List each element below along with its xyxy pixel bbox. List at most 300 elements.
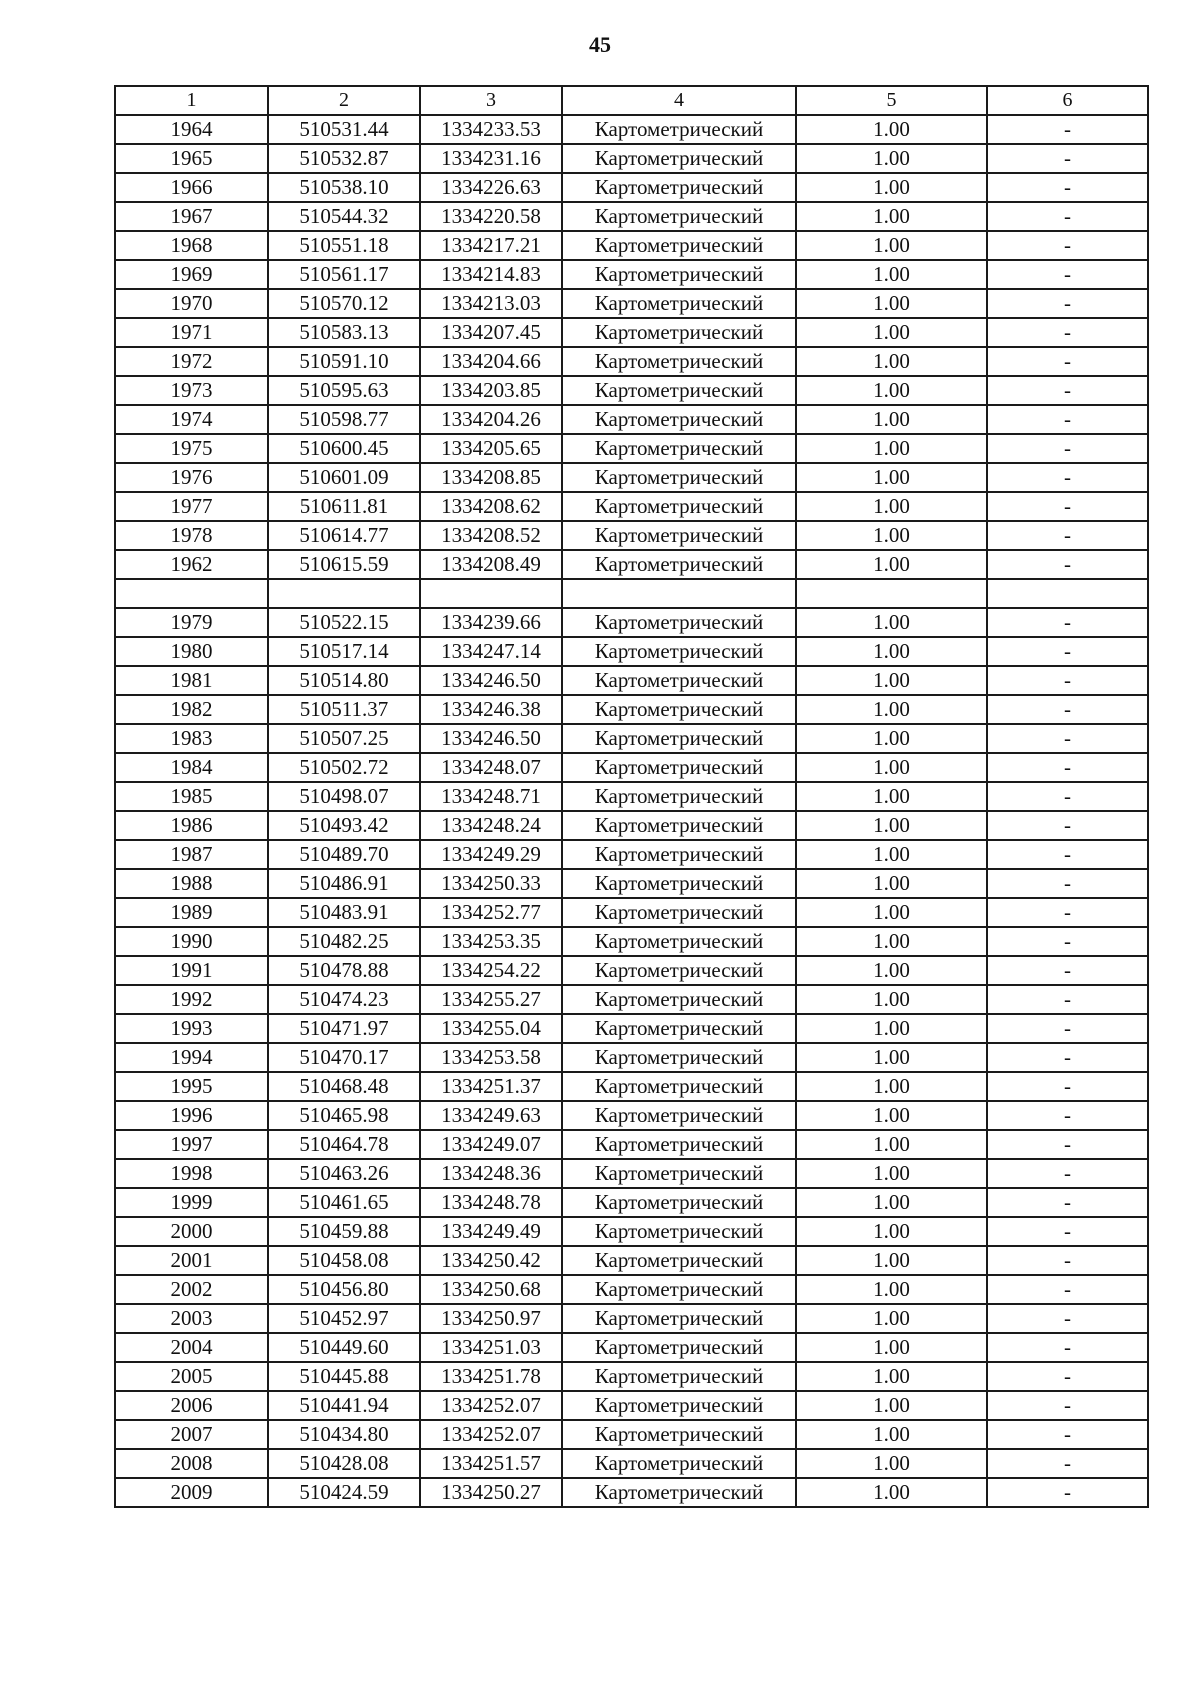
accuracy-cell: 1.00	[796, 434, 987, 463]
x-coordinate-cell: 510482.25	[268, 927, 420, 956]
point-number-cell: 2002	[115, 1275, 268, 1304]
note-cell: -	[987, 463, 1148, 492]
note-cell: -	[987, 927, 1148, 956]
accuracy-cell: 1.00	[796, 1333, 987, 1362]
point-number-cell: 2000	[115, 1217, 268, 1246]
note-cell: -	[987, 666, 1148, 695]
point-number-cell: 1982	[115, 695, 268, 724]
x-coordinate-cell: 510463.26	[268, 1159, 420, 1188]
note-cell: -	[987, 231, 1148, 260]
note-cell: -	[987, 434, 1148, 463]
table-row	[115, 1362, 1148, 1391]
y-coordinate-cell: 1334248.71	[420, 782, 562, 811]
accuracy-cell: 1.00	[796, 724, 987, 753]
table-row	[115, 1072, 1148, 1101]
note-cell: -	[987, 1391, 1148, 1420]
column-header: 6	[987, 86, 1148, 115]
method-cell: Картометрический	[562, 1101, 796, 1130]
accuracy-cell: 1.00	[796, 1362, 987, 1391]
note-cell: -	[987, 202, 1148, 231]
y-coordinate-cell: 1334250.42	[420, 1246, 562, 1275]
y-coordinate-cell: 1334208.85	[420, 463, 562, 492]
x-coordinate-cell: 510551.18	[268, 231, 420, 260]
point-number-cell: 1987	[115, 840, 268, 869]
point-number-cell: 1993	[115, 1014, 268, 1043]
point-number-cell: 2001	[115, 1246, 268, 1275]
table-row	[115, 1014, 1148, 1043]
y-coordinate-cell: 1334246.50	[420, 666, 562, 695]
note-cell: -	[987, 144, 1148, 173]
table-row	[115, 405, 1148, 434]
table-row	[115, 724, 1148, 753]
accuracy-cell: 1.00	[796, 1275, 987, 1304]
table-row	[115, 840, 1148, 869]
y-coordinate-cell: 1334250.33	[420, 869, 562, 898]
note-cell: -	[987, 1478, 1148, 1507]
point-number-cell: 2004	[115, 1333, 268, 1362]
table-row	[115, 579, 1148, 608]
table-row	[115, 666, 1148, 695]
table-row	[115, 144, 1148, 173]
point-number-cell: 1989	[115, 898, 268, 927]
note-cell: -	[987, 753, 1148, 782]
y-coordinate-cell: 1334251.37	[420, 1072, 562, 1101]
table-header-row	[115, 86, 1148, 115]
method-cell: Картометрический	[562, 289, 796, 318]
y-coordinate-cell: 1334220.58	[420, 202, 562, 231]
y-coordinate-cell: 1334204.66	[420, 347, 562, 376]
table-row	[115, 173, 1148, 202]
method-cell: Картометрический	[562, 115, 796, 144]
accuracy-cell: 1.00	[796, 608, 987, 637]
point-number-cell: 1962	[115, 550, 268, 579]
x-coordinate-cell: 510507.25	[268, 724, 420, 753]
accuracy-cell	[796, 579, 987, 608]
y-coordinate-cell: 1334207.45	[420, 318, 562, 347]
accuracy-cell: 1.00	[796, 405, 987, 434]
accuracy-cell: 1.00	[796, 666, 987, 695]
accuracy-cell: 1.00	[796, 927, 987, 956]
x-coordinate-cell: 510615.59	[268, 550, 420, 579]
method-cell: Картометрический	[562, 347, 796, 376]
method-cell: Картометрический	[562, 1014, 796, 1043]
x-coordinate-cell: 510424.59	[268, 1478, 420, 1507]
y-coordinate-cell: 1334233.53	[420, 115, 562, 144]
note-cell	[987, 579, 1148, 608]
y-coordinate-cell: 1334248.78	[420, 1188, 562, 1217]
column-header: 2	[268, 86, 420, 115]
table-row	[115, 985, 1148, 1014]
point-number-cell: 2006	[115, 1391, 268, 1420]
point-number-cell: 1981	[115, 666, 268, 695]
accuracy-cell: 1.00	[796, 347, 987, 376]
table-row	[115, 869, 1148, 898]
y-coordinate-cell: 1334250.97	[420, 1304, 562, 1333]
x-coordinate-cell: 510532.87	[268, 144, 420, 173]
x-coordinate-cell: 510458.08	[268, 1246, 420, 1275]
method-cell: Картометрический	[562, 173, 796, 202]
accuracy-cell: 1.00	[796, 1130, 987, 1159]
note-cell: -	[987, 869, 1148, 898]
y-coordinate-cell: 1334246.38	[420, 695, 562, 724]
note-cell: -	[987, 260, 1148, 289]
note-cell: -	[987, 1420, 1148, 1449]
accuracy-cell: 1.00	[796, 1101, 987, 1130]
table-row	[115, 695, 1148, 724]
point-number-cell: 1966	[115, 173, 268, 202]
note-cell: -	[987, 115, 1148, 144]
note-cell: -	[987, 1333, 1148, 1362]
method-cell: Картометрический	[562, 666, 796, 695]
table-row	[115, 550, 1148, 579]
table-row	[115, 115, 1148, 144]
x-coordinate-cell: 510441.94	[268, 1391, 420, 1420]
method-cell: Картометрический	[562, 840, 796, 869]
x-coordinate-cell: 510544.32	[268, 202, 420, 231]
point-number-cell: 1964	[115, 115, 268, 144]
note-cell: -	[987, 840, 1148, 869]
y-coordinate-cell: 1334203.85	[420, 376, 562, 405]
x-coordinate-cell: 510493.42	[268, 811, 420, 840]
accuracy-cell: 1.00	[796, 753, 987, 782]
x-coordinate-cell: 510465.98	[268, 1101, 420, 1130]
x-coordinate-cell: 510470.17	[268, 1043, 420, 1072]
y-coordinate-cell: 1334226.63	[420, 173, 562, 202]
x-coordinate-cell: 510611.81	[268, 492, 420, 521]
table-row	[115, 1188, 1148, 1217]
y-coordinate-cell: 1334205.65	[420, 434, 562, 463]
x-coordinate-cell: 510459.88	[268, 1217, 420, 1246]
note-cell: -	[987, 1188, 1148, 1217]
y-coordinate-cell: 1334254.22	[420, 956, 562, 985]
table-row	[115, 637, 1148, 666]
point-number-cell: 1991	[115, 956, 268, 985]
x-coordinate-cell	[268, 579, 420, 608]
x-coordinate-cell: 510591.10	[268, 347, 420, 376]
method-cell: Картометрический	[562, 869, 796, 898]
x-coordinate-cell: 510456.80	[268, 1275, 420, 1304]
y-coordinate-cell: 1334255.04	[420, 1014, 562, 1043]
x-coordinate-cell: 510478.88	[268, 956, 420, 985]
x-coordinate-cell: 510489.70	[268, 840, 420, 869]
point-number-cell: 1974	[115, 405, 268, 434]
note-cell: -	[987, 637, 1148, 666]
x-coordinate-cell: 510522.15	[268, 608, 420, 637]
method-cell: Картометрический	[562, 724, 796, 753]
note-cell: -	[987, 1101, 1148, 1130]
note-cell: -	[987, 405, 1148, 434]
accuracy-cell: 1.00	[796, 463, 987, 492]
point-number-cell: 1977	[115, 492, 268, 521]
accuracy-cell: 1.00	[796, 202, 987, 231]
accuracy-cell: 1.00	[796, 289, 987, 318]
point-number-cell: 1990	[115, 927, 268, 956]
y-coordinate-cell: 1334248.07	[420, 753, 562, 782]
table-row	[115, 1043, 1148, 1072]
accuracy-cell: 1.00	[796, 811, 987, 840]
x-coordinate-cell: 510486.91	[268, 869, 420, 898]
accuracy-cell: 1.00	[796, 318, 987, 347]
y-coordinate-cell: 1334249.07	[420, 1130, 562, 1159]
y-coordinate-cell	[420, 579, 562, 608]
y-coordinate-cell: 1334252.07	[420, 1420, 562, 1449]
note-cell: -	[987, 1362, 1148, 1391]
method-cell: Картометрический	[562, 1130, 796, 1159]
table-row	[115, 1391, 1148, 1420]
accuracy-cell: 1.00	[796, 115, 987, 144]
y-coordinate-cell: 1334251.57	[420, 1449, 562, 1478]
table-row	[115, 376, 1148, 405]
y-coordinate-cell: 1334250.27	[420, 1478, 562, 1507]
y-coordinate-cell: 1334208.62	[420, 492, 562, 521]
y-coordinate-cell: 1334255.27	[420, 985, 562, 1014]
table-row	[115, 289, 1148, 318]
accuracy-cell: 1.00	[796, 1217, 987, 1246]
y-coordinate-cell: 1334213.03	[420, 289, 562, 318]
y-coordinate-cell: 1334208.49	[420, 550, 562, 579]
point-number-cell: 1996	[115, 1101, 268, 1130]
y-coordinate-cell: 1334249.49	[420, 1217, 562, 1246]
method-cell: Картометрический	[562, 1072, 796, 1101]
note-cell: -	[987, 1043, 1148, 1072]
method-cell: Картометрический	[562, 550, 796, 579]
method-cell: Картометрический	[562, 695, 796, 724]
table-row	[115, 1217, 1148, 1246]
y-coordinate-cell: 1334247.14	[420, 637, 562, 666]
x-coordinate-cell: 510468.48	[268, 1072, 420, 1101]
y-coordinate-cell: 1334253.35	[420, 927, 562, 956]
point-number-cell	[115, 579, 268, 608]
method-cell: Картометрический	[562, 492, 796, 521]
table-row	[115, 521, 1148, 550]
accuracy-cell: 1.00	[796, 173, 987, 202]
x-coordinate-cell: 510595.63	[268, 376, 420, 405]
method-cell: Картометрический	[562, 318, 796, 347]
accuracy-cell: 1.00	[796, 1420, 987, 1449]
method-cell: Картометрический	[562, 1420, 796, 1449]
note-cell: -	[987, 1275, 1148, 1304]
method-cell: Картометрический	[562, 1362, 796, 1391]
note-cell: -	[987, 608, 1148, 637]
page-number: 45	[589, 32, 611, 57]
note-cell: -	[987, 1304, 1148, 1333]
y-coordinate-cell: 1334252.07	[420, 1391, 562, 1420]
table-row	[115, 1304, 1148, 1333]
point-number-cell: 1999	[115, 1188, 268, 1217]
method-cell: Картометрический	[562, 376, 796, 405]
point-number-cell: 1971	[115, 318, 268, 347]
table-row	[115, 1478, 1148, 1507]
note-cell: -	[987, 347, 1148, 376]
x-coordinate-cell: 510598.77	[268, 405, 420, 434]
x-coordinate-cell: 510511.37	[268, 695, 420, 724]
accuracy-cell: 1.00	[796, 1478, 987, 1507]
x-coordinate-cell: 510483.91	[268, 898, 420, 927]
method-cell: Картометрический	[562, 260, 796, 289]
note-cell: -	[987, 289, 1148, 318]
table-row	[115, 608, 1148, 637]
point-number-cell: 2008	[115, 1449, 268, 1478]
x-coordinate-cell: 510570.12	[268, 289, 420, 318]
x-coordinate-cell: 510531.44	[268, 115, 420, 144]
x-coordinate-cell: 510583.13	[268, 318, 420, 347]
method-cell: Картометрический	[562, 1478, 796, 1507]
x-coordinate-cell: 510449.60	[268, 1333, 420, 1362]
method-cell: Картометрический	[562, 898, 796, 927]
accuracy-cell: 1.00	[796, 521, 987, 550]
point-number-cell: 1976	[115, 463, 268, 492]
table-body	[115, 86, 1148, 1507]
accuracy-cell: 1.00	[796, 637, 987, 666]
x-coordinate-cell: 510452.97	[268, 1304, 420, 1333]
method-cell: Картометрический	[562, 1043, 796, 1072]
point-number-cell: 1975	[115, 434, 268, 463]
table-row	[115, 1159, 1148, 1188]
table-row	[115, 927, 1148, 956]
point-number-cell: 2007	[115, 1420, 268, 1449]
method-cell: Картометрический	[562, 144, 796, 173]
note-cell: -	[987, 550, 1148, 579]
x-coordinate-cell: 510600.45	[268, 434, 420, 463]
point-number-cell: 1973	[115, 376, 268, 405]
method-cell: Картометрический	[562, 782, 796, 811]
accuracy-cell: 1.00	[796, 695, 987, 724]
method-cell: Картометрический	[562, 956, 796, 985]
x-coordinate-cell: 510614.77	[268, 521, 420, 550]
accuracy-cell: 1.00	[796, 869, 987, 898]
method-cell	[562, 579, 796, 608]
note-cell: -	[987, 173, 1148, 202]
method-cell: Картометрический	[562, 434, 796, 463]
method-cell: Картометрический	[562, 231, 796, 260]
point-number-cell: 1985	[115, 782, 268, 811]
note-cell: -	[987, 521, 1148, 550]
table-row	[115, 1420, 1148, 1449]
note-cell: -	[987, 1014, 1148, 1043]
method-cell: Картометрический	[562, 1304, 796, 1333]
table-row	[115, 811, 1148, 840]
accuracy-cell: 1.00	[796, 1391, 987, 1420]
accuracy-cell: 1.00	[796, 1072, 987, 1101]
accuracy-cell: 1.00	[796, 1159, 987, 1188]
x-coordinate-cell: 510464.78	[268, 1130, 420, 1159]
y-coordinate-cell: 1334251.78	[420, 1362, 562, 1391]
x-coordinate-cell: 510502.72	[268, 753, 420, 782]
accuracy-cell: 1.00	[796, 840, 987, 869]
y-coordinate-cell: 1334251.03	[420, 1333, 562, 1362]
point-number-cell: 1979	[115, 608, 268, 637]
method-cell: Картометрический	[562, 1275, 796, 1304]
table-row	[115, 463, 1148, 492]
point-number-cell: 1986	[115, 811, 268, 840]
note-cell: -	[987, 898, 1148, 927]
point-number-cell: 1965	[115, 144, 268, 173]
method-cell: Картометрический	[562, 1246, 796, 1275]
method-cell: Картометрический	[562, 927, 796, 956]
point-number-cell: 1984	[115, 753, 268, 782]
point-number-cell: 1983	[115, 724, 268, 753]
accuracy-cell: 1.00	[796, 1043, 987, 1072]
method-cell: Картометрический	[562, 202, 796, 231]
accuracy-cell: 1.00	[796, 1014, 987, 1043]
y-coordinate-cell: 1334208.52	[420, 521, 562, 550]
note-cell: -	[987, 492, 1148, 521]
y-coordinate-cell: 1334239.66	[420, 608, 562, 637]
note-cell: -	[987, 376, 1148, 405]
accuracy-cell: 1.00	[796, 492, 987, 521]
note-cell: -	[987, 1130, 1148, 1159]
point-number-cell: 1968	[115, 231, 268, 260]
y-coordinate-cell: 1334248.36	[420, 1159, 562, 1188]
column-header: 1	[115, 86, 268, 115]
x-coordinate-cell: 510474.23	[268, 985, 420, 1014]
method-cell: Картометрический	[562, 637, 796, 666]
point-number-cell: 1969	[115, 260, 268, 289]
table-row	[115, 782, 1148, 811]
point-number-cell: 1980	[115, 637, 268, 666]
method-cell: Картометрический	[562, 463, 796, 492]
column-header: 5	[796, 86, 987, 115]
table-row	[115, 434, 1148, 463]
accuracy-cell: 1.00	[796, 898, 987, 927]
y-coordinate-cell: 1334249.63	[420, 1101, 562, 1130]
method-cell: Картометрический	[562, 1188, 796, 1217]
note-cell: -	[987, 811, 1148, 840]
table-row	[115, 260, 1148, 289]
note-cell: -	[987, 782, 1148, 811]
point-number-cell: 1995	[115, 1072, 268, 1101]
note-cell: -	[987, 1246, 1148, 1275]
table-row	[115, 1449, 1148, 1478]
note-cell: -	[987, 956, 1148, 985]
table-row	[115, 1246, 1148, 1275]
method-cell: Картометрический	[562, 811, 796, 840]
accuracy-cell: 1.00	[796, 1304, 987, 1333]
x-coordinate-cell: 510461.65	[268, 1188, 420, 1217]
table-row	[115, 492, 1148, 521]
table-row	[115, 1333, 1148, 1362]
accuracy-cell: 1.00	[796, 1188, 987, 1217]
method-cell: Картометрический	[562, 521, 796, 550]
table-row	[115, 347, 1148, 376]
table-row	[115, 231, 1148, 260]
table-row	[115, 1101, 1148, 1130]
accuracy-cell: 1.00	[796, 260, 987, 289]
y-coordinate-cell: 1334250.68	[420, 1275, 562, 1304]
x-coordinate-cell: 510561.17	[268, 260, 420, 289]
y-coordinate-cell: 1334249.29	[420, 840, 562, 869]
y-coordinate-cell: 1334231.16	[420, 144, 562, 173]
note-cell: -	[987, 318, 1148, 347]
accuracy-cell: 1.00	[796, 1246, 987, 1275]
table-row	[115, 898, 1148, 927]
method-cell: Картометрический	[562, 1217, 796, 1246]
y-coordinate-cell: 1334253.58	[420, 1043, 562, 1072]
accuracy-cell: 1.00	[796, 144, 987, 173]
accuracy-cell: 1.00	[796, 985, 987, 1014]
method-cell: Картометрический	[562, 753, 796, 782]
table-row	[115, 1130, 1148, 1159]
accuracy-cell: 1.00	[796, 550, 987, 579]
point-number-cell: 1994	[115, 1043, 268, 1072]
accuracy-cell: 1.00	[796, 231, 987, 260]
method-cell: Картометрический	[562, 608, 796, 637]
y-coordinate-cell: 1334246.50	[420, 724, 562, 753]
point-number-cell: 1978	[115, 521, 268, 550]
method-cell: Картометрический	[562, 1449, 796, 1478]
point-number-cell: 1997	[115, 1130, 268, 1159]
note-cell: -	[987, 695, 1148, 724]
